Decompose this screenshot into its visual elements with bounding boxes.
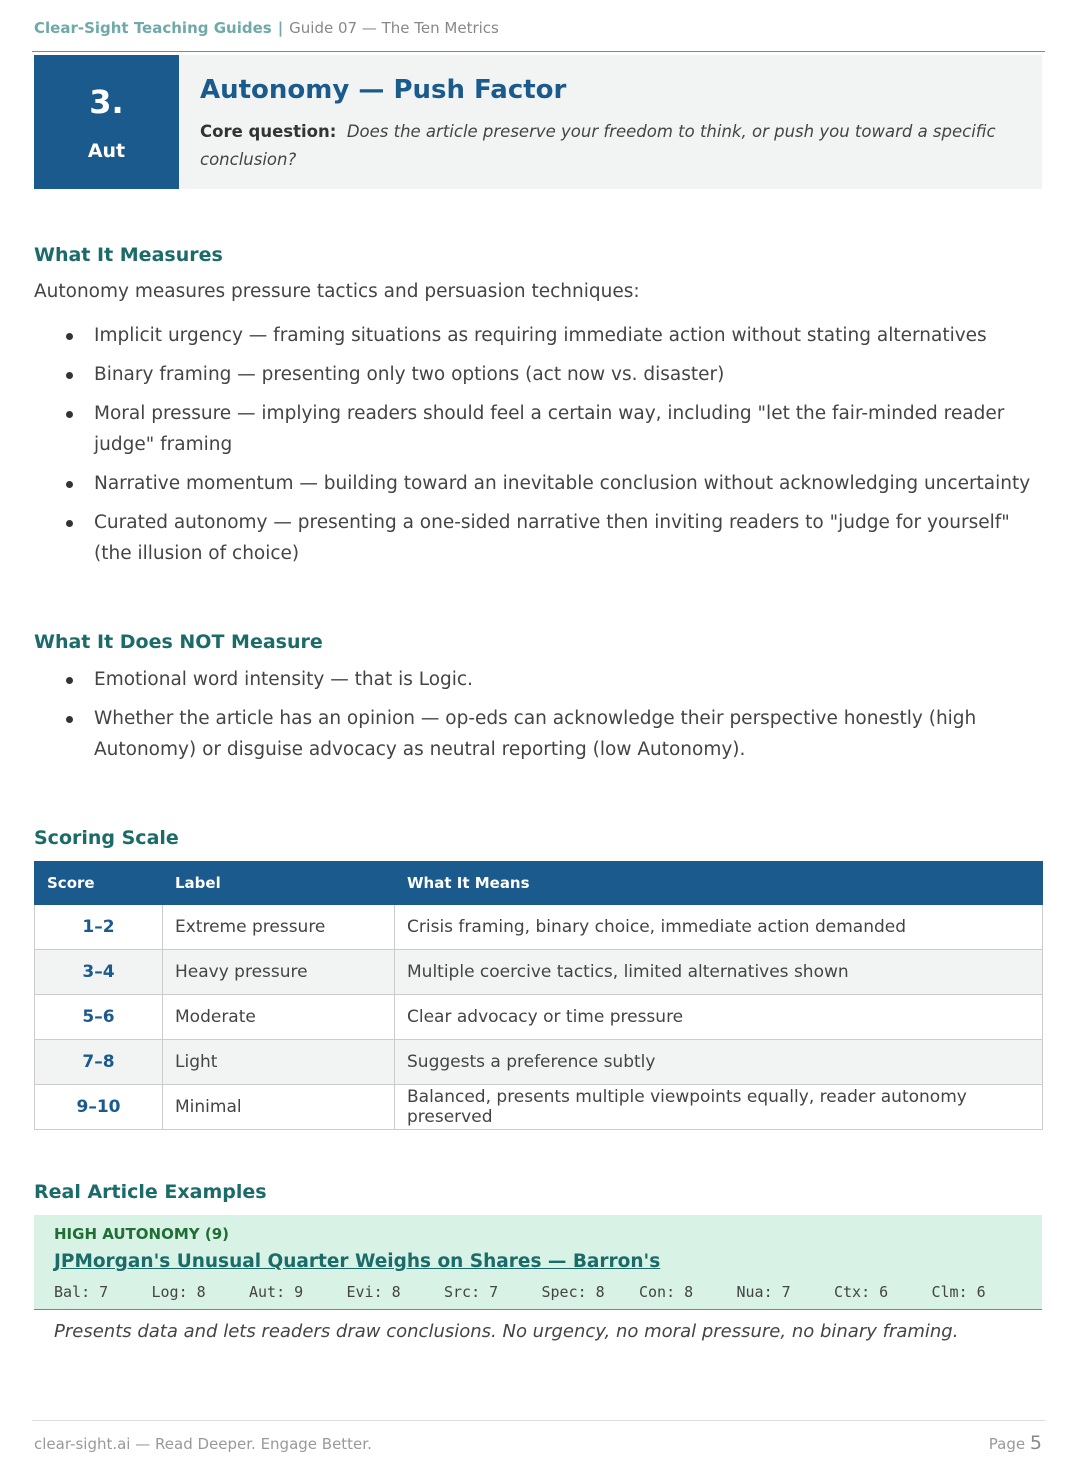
footer-site: clear-sight.ai	[34, 1435, 131, 1453]
list-item: Binary framing — presenting only two options (act now vs. disaster)	[34, 359, 1044, 390]
score-value: Evi: 8	[346, 1283, 401, 1301]
score-value: Nua: 7	[736, 1283, 791, 1301]
table-row	[35, 995, 1043, 1040]
page-number	[989, 1432, 1042, 1454]
list-item: Curated autonomy — presenting a one-sided narrative then inviting readers to "judge for yourself" (the illusion of choice)	[34, 507, 1044, 569]
score-cell: 9–10	[35, 1085, 163, 1130]
label-cell: Heavy pressure	[163, 950, 395, 995]
section-heading-scale: Scoring Scale	[34, 827, 179, 849]
column-header-label: Label	[163, 862, 395, 905]
measures-intro: Autonomy measures pressure tactics and persuasion techniques:	[34, 281, 640, 302]
core-question-text: Does the article preserve your freedom to think, or push you toward a specific conclusion?	[200, 122, 996, 169]
metric-abbreviation: Aut	[87, 140, 126, 162]
core-question	[200, 118, 1020, 174]
page-number-value: 5	[1029, 1432, 1042, 1454]
label-cell: Moderate	[163, 995, 395, 1040]
score-value: Aut: 9	[249, 1283, 304, 1301]
score-value: Ctx: 6	[834, 1283, 889, 1301]
table-row	[35, 1040, 1043, 1085]
score-value: Con: 8	[639, 1283, 694, 1301]
list-item: Narrative momentum — building toward an inevitable conclusion without acknowledging uncertainty	[34, 468, 1044, 499]
footer-divider	[32, 1420, 1045, 1421]
meaning-cell: Clear advocacy or time pressure	[395, 995, 1043, 1040]
page-label: Page	[988, 1435, 1026, 1453]
metric-title: Autonomy — Push Factor	[200, 75, 567, 105]
label-cell: Extreme pressure	[163, 905, 395, 950]
core-question-label: Core question:	[200, 122, 337, 141]
score-value: Src: 7	[444, 1283, 499, 1301]
footer-slogan: — Read Deeper. Engage Better.	[130, 1435, 372, 1453]
header-divider	[32, 51, 1045, 52]
list-item: Moral pressure — implying readers should feel a certain way, including "let the fair-minded reader judge" framing	[34, 398, 1044, 460]
section-heading-examples: Real Article Examples	[34, 1181, 267, 1203]
label-cell: Minimal	[163, 1085, 395, 1130]
metric-title-box	[34, 55, 1042, 189]
scoring-table	[34, 861, 1043, 1130]
score-cell: 5–6	[35, 995, 163, 1040]
example-note: Presents data and lets readers draw conclusions. No urgency, no moral pressure, no binary framing.	[54, 1321, 959, 1342]
table-row	[35, 950, 1043, 995]
score-cell: 7–8	[35, 1040, 163, 1085]
score-value: Log: 8	[151, 1283, 206, 1301]
section-heading-not-measures: What It Does NOT Measure	[34, 631, 323, 653]
example-article-link[interactable]: JPMorgan's Unusual Quarter Weighs on Shares — Barron's	[54, 1251, 661, 1272]
header-separator: |	[277, 19, 284, 37]
not-measures-list	[34, 664, 1044, 773]
section-heading-measures: What It Measures	[34, 244, 223, 266]
meaning-cell: Multiple coercive tactics, limited alternatives shown	[395, 950, 1043, 995]
list-item: Emotional word intensity — that is Logic.	[34, 664, 1044, 695]
example-card	[34, 1215, 1042, 1310]
table-header-row	[35, 862, 1043, 905]
metric-number: 3.	[89, 83, 124, 121]
metric-number-badge	[34, 55, 179, 189]
table-row	[35, 905, 1043, 950]
guide-name: Guide 07 — The Ten Metrics	[289, 19, 499, 37]
meaning-cell: Suggests a preference subtly	[395, 1040, 1043, 1085]
page-header	[34, 19, 499, 37]
list-item: Implicit urgency — framing situations as requiring immediate action without stating alternatives	[34, 320, 1044, 351]
label-cell: Light	[163, 1040, 395, 1085]
score-cell: 3–4	[35, 950, 163, 995]
meaning-cell: Balanced, presents multiple viewpoints equally, reader autonomy preserved	[395, 1085, 1043, 1130]
score-value: Spec: 8	[541, 1283, 605, 1301]
example-score-row	[54, 1283, 1029, 1301]
list-item: Whether the article has an opinion — op-eds can acknowledge their perspective honestly (high Autonomy) or disguise advocacy as neutral reporting (low Autonomy).	[34, 703, 1044, 765]
score-value: Clm: 6	[931, 1283, 986, 1301]
footer-tagline	[34, 1435, 372, 1453]
meaning-cell: Crisis framing, binary choice, immediate action demanded	[395, 905, 1043, 950]
table-row	[35, 1085, 1043, 1130]
column-header-score: Score	[35, 862, 163, 905]
example-rating-label: HIGH AUTONOMY (9)	[54, 1225, 229, 1243]
score-value: Bal: 7	[54, 1283, 109, 1301]
measures-list	[34, 320, 1044, 577]
score-cell: 1–2	[35, 905, 163, 950]
brand-name: Clear-Sight Teaching Guides	[34, 19, 272, 37]
column-header-meaning: What It Means	[395, 862, 1043, 905]
